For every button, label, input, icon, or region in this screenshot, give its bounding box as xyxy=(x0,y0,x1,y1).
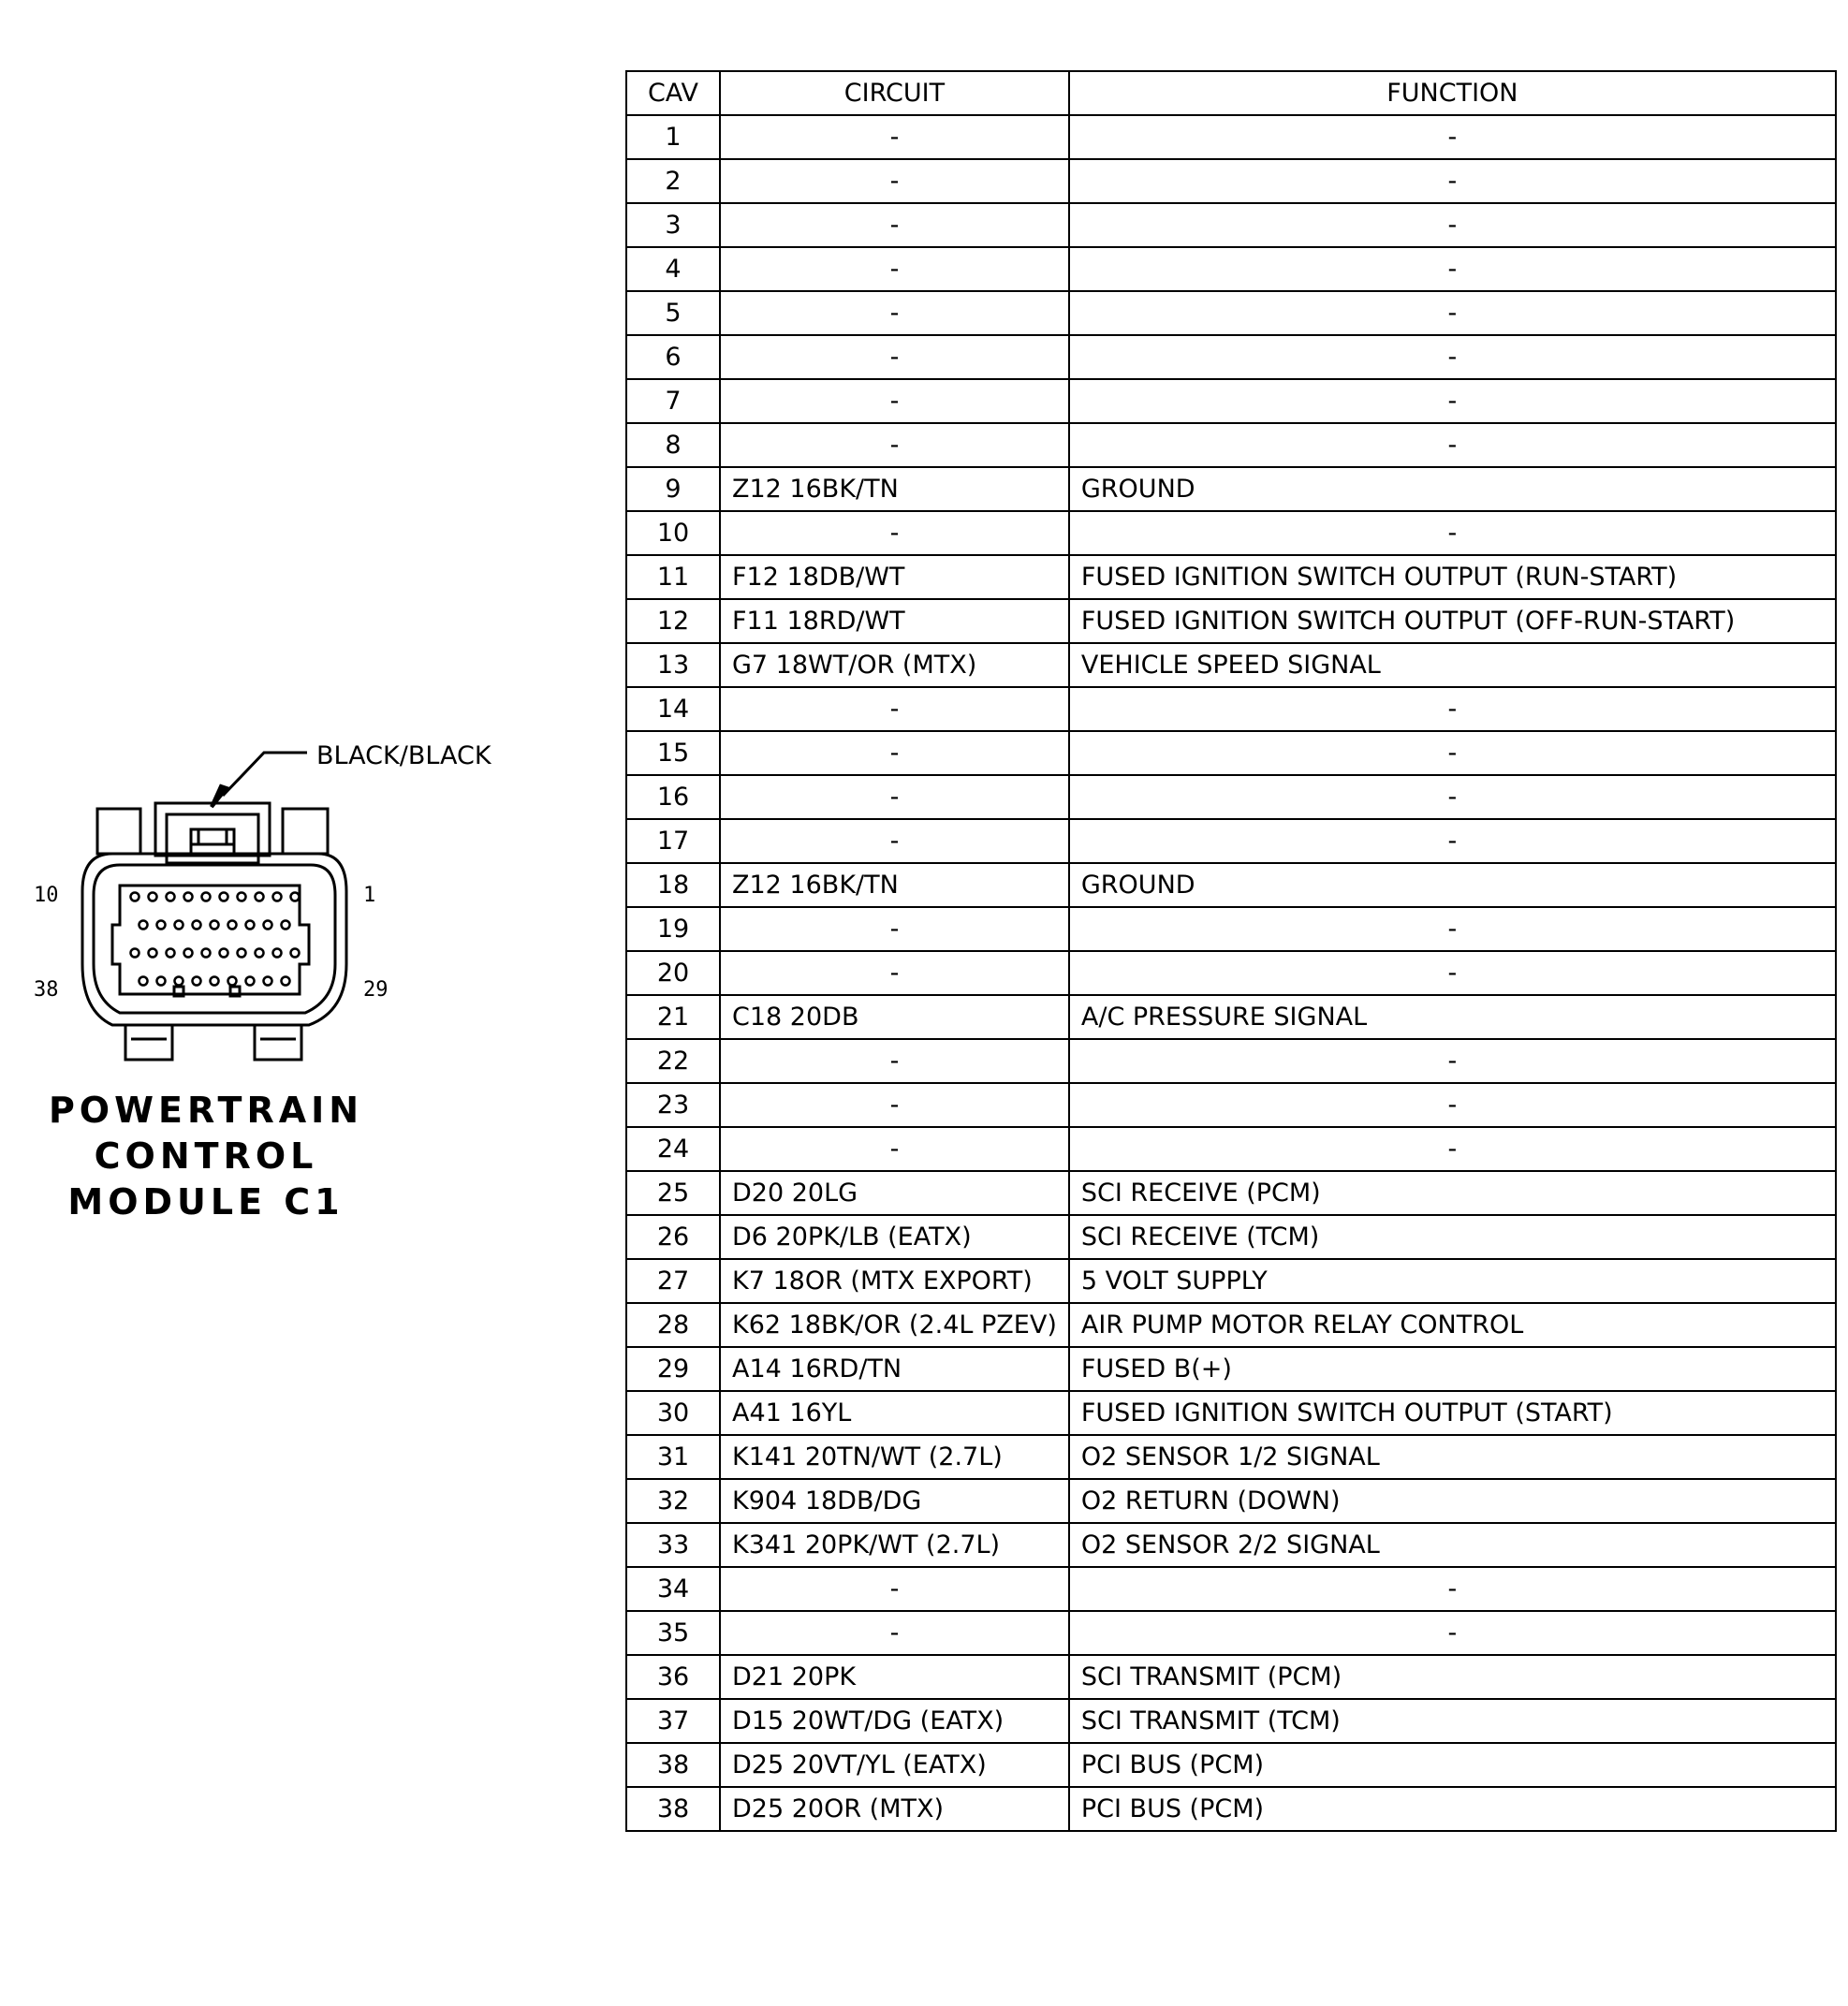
table-row xyxy=(626,1259,1836,1303)
table-row xyxy=(626,379,1836,423)
connector-pin xyxy=(220,893,228,901)
header-cav: CAV xyxy=(626,71,720,115)
connector-pin xyxy=(228,977,237,986)
cell-circuit: D25 20VT/YL (EATX) xyxy=(720,1743,1069,1787)
cell-circuit: - xyxy=(720,951,1069,995)
header-circuit: CIRCUIT xyxy=(720,71,1069,115)
cell-function: O2 SENSOR 2/2 SIGNAL xyxy=(1069,1523,1836,1567)
cell-circuit: - xyxy=(720,1567,1069,1611)
cell-cav: 36 xyxy=(626,1655,720,1699)
connector-pin xyxy=(256,893,264,901)
cell-cav: 17 xyxy=(626,819,720,863)
table-row xyxy=(626,1347,1836,1391)
connector-pin xyxy=(211,977,219,986)
cell-function: - xyxy=(1069,907,1836,951)
cell-function: SCI RECEIVE (TCM) xyxy=(1069,1215,1836,1259)
table-row xyxy=(626,159,1836,203)
table-header-row xyxy=(626,71,1836,115)
cell-function: SCI RECEIVE (PCM) xyxy=(1069,1171,1836,1215)
cell-cav: 9 xyxy=(626,467,720,511)
connector-pin xyxy=(282,921,290,930)
cell-function: - xyxy=(1069,687,1836,731)
table-row xyxy=(626,1699,1836,1743)
table-row xyxy=(626,423,1836,467)
connector-pin xyxy=(291,949,300,958)
table-row xyxy=(626,1787,1836,1831)
cell-function: AIR PUMP MOTOR RELAY CONTROL xyxy=(1069,1303,1836,1347)
connector-pin xyxy=(167,893,175,901)
cell-function: - xyxy=(1069,379,1836,423)
table-row xyxy=(626,599,1836,643)
cell-cav: 10 xyxy=(626,511,720,555)
cell-circuit: A41 16YL xyxy=(720,1391,1069,1435)
cell-circuit: F12 18DB/WT xyxy=(720,555,1069,599)
table-row xyxy=(626,1743,1836,1787)
table-row xyxy=(626,1127,1836,1171)
cell-circuit: A14 16RD/TN xyxy=(720,1347,1069,1391)
table-row xyxy=(626,951,1836,995)
cell-circuit: - xyxy=(720,1611,1069,1655)
cell-cav: 26 xyxy=(626,1215,720,1259)
cell-cav: 25 xyxy=(626,1171,720,1215)
top-right-ear xyxy=(283,809,328,854)
connector-pin xyxy=(238,893,246,901)
color-leader-line xyxy=(223,753,307,796)
table-row xyxy=(626,247,1836,291)
connector-pin xyxy=(202,893,211,901)
connector-pin xyxy=(220,949,228,958)
cell-cav: 14 xyxy=(626,687,720,731)
cell-circuit: Z12 16BK/TN xyxy=(720,467,1069,511)
cell-cav: 16 xyxy=(626,775,720,819)
cell-cav: 11 xyxy=(626,555,720,599)
cell-function: - xyxy=(1069,423,1836,467)
cell-circuit: - xyxy=(720,511,1069,555)
connector-pin xyxy=(282,977,290,986)
table-row xyxy=(626,863,1836,907)
cell-circuit: - xyxy=(720,687,1069,731)
table-row xyxy=(626,643,1836,687)
connector-pin xyxy=(211,921,219,930)
connector-pins xyxy=(131,893,300,986)
cell-circuit: - xyxy=(720,775,1069,819)
bottom-left-foot xyxy=(125,1025,172,1060)
table-row xyxy=(626,995,1836,1039)
header-function: FUNCTION xyxy=(1069,71,1836,115)
table-row xyxy=(626,203,1836,247)
cell-function: - xyxy=(1069,951,1836,995)
table-row xyxy=(626,1215,1836,1259)
cell-circuit: D15 20WT/DG (EATX) xyxy=(720,1699,1069,1743)
cell-cav: 28 xyxy=(626,1303,720,1347)
table-row xyxy=(626,1083,1836,1127)
cell-cav: 22 xyxy=(626,1039,720,1083)
cell-cav: 38 xyxy=(626,1743,720,1787)
cell-cav: 8 xyxy=(626,423,720,467)
bottom-right-foot xyxy=(255,1025,301,1060)
cell-circuit: K62 18BK/OR (2.4L PZEV) xyxy=(720,1303,1069,1347)
connector-pin xyxy=(256,949,264,958)
cell-cav: 33 xyxy=(626,1523,720,1567)
connector-pin xyxy=(131,893,139,901)
cell-function: - xyxy=(1069,203,1836,247)
cell-cav: 38 xyxy=(626,1787,720,1831)
cell-circuit: - xyxy=(720,379,1069,423)
table-row xyxy=(626,1391,1836,1435)
cell-function: 5 VOLT SUPPLY xyxy=(1069,1259,1836,1303)
cell-circuit: - xyxy=(720,291,1069,335)
cell-circuit: G7 18WT/OR (MTX) xyxy=(720,643,1069,687)
connector-pin xyxy=(193,921,201,930)
table-row xyxy=(626,1611,1836,1655)
table-row xyxy=(626,115,1836,159)
cell-cav: 3 xyxy=(626,203,720,247)
cell-function: - xyxy=(1069,1039,1836,1083)
connector-pin xyxy=(246,977,255,986)
cell-function: - xyxy=(1069,335,1836,379)
table-body xyxy=(626,115,1836,1831)
cell-circuit: - xyxy=(720,203,1069,247)
table-row xyxy=(626,907,1836,951)
cell-function: - xyxy=(1069,819,1836,863)
cell-function: FUSED IGNITION SWITCH OUTPUT (OFF-RUN-START) xyxy=(1069,599,1836,643)
cell-cav: 18 xyxy=(626,863,720,907)
cell-cav: 1 xyxy=(626,115,720,159)
table-row xyxy=(626,819,1836,863)
connector-pin xyxy=(273,949,282,958)
cell-circuit: D25 20OR (MTX) xyxy=(720,1787,1069,1831)
connector-pin xyxy=(228,921,237,930)
cell-circuit: D21 20PK xyxy=(720,1655,1069,1699)
cell-circuit: K341 20PK/WT (2.7L) xyxy=(720,1523,1069,1567)
cell-circuit: - xyxy=(720,1039,1069,1083)
cell-cav: 24 xyxy=(626,1127,720,1171)
cell-circuit: C18 20DB xyxy=(720,995,1069,1039)
table-row xyxy=(626,1655,1836,1699)
connector-pin xyxy=(238,949,246,958)
connector-pin xyxy=(149,893,157,901)
cell-circuit: - xyxy=(720,731,1069,775)
connector-pin xyxy=(246,921,255,930)
table-row xyxy=(626,555,1836,599)
cell-function: - xyxy=(1069,1567,1836,1611)
connector-title: POWERTRAIN CONTROL MODULE C1 xyxy=(48,1090,364,1223)
cell-cav: 32 xyxy=(626,1479,720,1523)
cell-function: - xyxy=(1069,1611,1836,1655)
cell-function: GROUND xyxy=(1069,467,1836,511)
cell-function: - xyxy=(1069,731,1836,775)
cell-circuit: - xyxy=(720,423,1069,467)
cell-cav: 29 xyxy=(626,1347,720,1391)
table-row xyxy=(626,1303,1836,1347)
table-row xyxy=(626,1523,1836,1567)
cell-circuit: K7 18OR (MTX EXPORT) xyxy=(720,1259,1069,1303)
cell-circuit: - xyxy=(720,159,1069,203)
cell-circuit: F11 18RD/WT xyxy=(720,599,1069,643)
cell-cav: 30 xyxy=(626,1391,720,1435)
cell-circuit: - xyxy=(720,907,1069,951)
table-row xyxy=(626,1171,1836,1215)
pin-label-top-right: 1 xyxy=(363,884,376,907)
connector-pin xyxy=(139,977,148,986)
cell-function: O2 SENSOR 1/2 SIGNAL xyxy=(1069,1435,1836,1479)
cell-cav: 19 xyxy=(626,907,720,951)
cell-cav: 21 xyxy=(626,995,720,1039)
cell-cav: 20 xyxy=(626,951,720,995)
cell-circuit: - xyxy=(720,115,1069,159)
table-row xyxy=(626,335,1836,379)
cell-cav: 35 xyxy=(626,1611,720,1655)
cell-circuit: - xyxy=(720,1127,1069,1171)
cell-cav: 37 xyxy=(626,1699,720,1743)
cell-function: SCI TRANSMIT (TCM) xyxy=(1069,1699,1836,1743)
connector-pin xyxy=(184,893,193,901)
table-row xyxy=(626,1479,1836,1523)
cell-cav: 13 xyxy=(626,643,720,687)
cell-function: - xyxy=(1069,115,1836,159)
cell-circuit: - xyxy=(720,1083,1069,1127)
cell-function: PCI BUS (PCM) xyxy=(1069,1787,1836,1831)
cell-cav: 2 xyxy=(626,159,720,203)
cell-function: VEHICLE SPEED SIGNAL xyxy=(1069,643,1836,687)
pin-label-top-left: 10 xyxy=(34,884,59,907)
pin-label-bottom-right: 29 xyxy=(363,978,389,1002)
table-row xyxy=(626,731,1836,775)
table-row xyxy=(626,467,1836,511)
connector-color-label: BLACK/BLACK xyxy=(316,741,491,770)
cell-circuit: D6 20PK/LB (EATX) xyxy=(720,1215,1069,1259)
table-row xyxy=(626,1435,1836,1479)
table-row xyxy=(626,1039,1836,1083)
cell-function: - xyxy=(1069,291,1836,335)
cell-circuit: - xyxy=(720,335,1069,379)
table-row xyxy=(626,1567,1836,1611)
connector-pin xyxy=(157,977,166,986)
table-row xyxy=(626,687,1836,731)
cell-circuit: - xyxy=(720,247,1069,291)
connector-housing-outer xyxy=(82,854,346,1025)
connector-pin xyxy=(139,921,148,930)
pin-label-bottom-left: 38 xyxy=(34,978,59,1002)
cell-function: GROUND xyxy=(1069,863,1836,907)
connector-pin xyxy=(264,977,272,986)
cell-circuit: - xyxy=(720,819,1069,863)
connector-pin xyxy=(131,949,139,958)
cell-function: - xyxy=(1069,1127,1836,1171)
cell-function: - xyxy=(1069,159,1836,203)
cell-cav: 15 xyxy=(626,731,720,775)
cell-function: SCI TRANSMIT (PCM) xyxy=(1069,1655,1836,1699)
connector-pin xyxy=(291,893,300,901)
cell-cav: 7 xyxy=(626,379,720,423)
connector-pin xyxy=(264,921,272,930)
connector-pin xyxy=(202,949,211,958)
cell-circuit: K141 20TN/WT (2.7L) xyxy=(720,1435,1069,1479)
cell-cav: 12 xyxy=(626,599,720,643)
cell-function: FUSED IGNITION SWITCH OUTPUT (RUN-START) xyxy=(1069,555,1836,599)
connector-pin xyxy=(149,949,157,958)
cell-cav: 4 xyxy=(626,247,720,291)
cell-cav: 5 xyxy=(626,291,720,335)
connector-pin xyxy=(175,977,183,986)
cell-function: PCI BUS (PCM) xyxy=(1069,1743,1836,1787)
pinout-table xyxy=(625,70,1837,1832)
cell-circuit: D20 20LG xyxy=(720,1171,1069,1215)
top-left-ear xyxy=(97,809,140,854)
cell-function: - xyxy=(1069,247,1836,291)
table-row xyxy=(626,291,1836,335)
table-row xyxy=(626,511,1836,555)
cell-function: A/C PRESSURE SIGNAL xyxy=(1069,995,1836,1039)
cell-circuit: Z12 16BK/TN xyxy=(720,863,1069,907)
cell-cav: 6 xyxy=(626,335,720,379)
cell-cav: 31 xyxy=(626,1435,720,1479)
cell-function: - xyxy=(1069,1083,1836,1127)
cell-function: - xyxy=(1069,775,1836,819)
connector-pin xyxy=(167,949,175,958)
cell-cav: 23 xyxy=(626,1083,720,1127)
table-row xyxy=(626,775,1836,819)
cell-function: FUSED B(+) xyxy=(1069,1347,1836,1391)
cell-cav: 34 xyxy=(626,1567,720,1611)
cell-cav: 27 xyxy=(626,1259,720,1303)
connector-pin xyxy=(184,949,193,958)
connector-pin xyxy=(157,921,166,930)
connector-pin xyxy=(193,977,201,986)
cell-circuit: K904 18DB/DG xyxy=(720,1479,1069,1523)
connector-pin xyxy=(175,921,183,930)
cell-function: FUSED IGNITION SWITCH OUTPUT (START) xyxy=(1069,1391,1836,1435)
connector-pin xyxy=(273,893,282,901)
cell-function: O2 RETURN (DOWN) xyxy=(1069,1479,1836,1523)
cell-function: - xyxy=(1069,511,1836,555)
